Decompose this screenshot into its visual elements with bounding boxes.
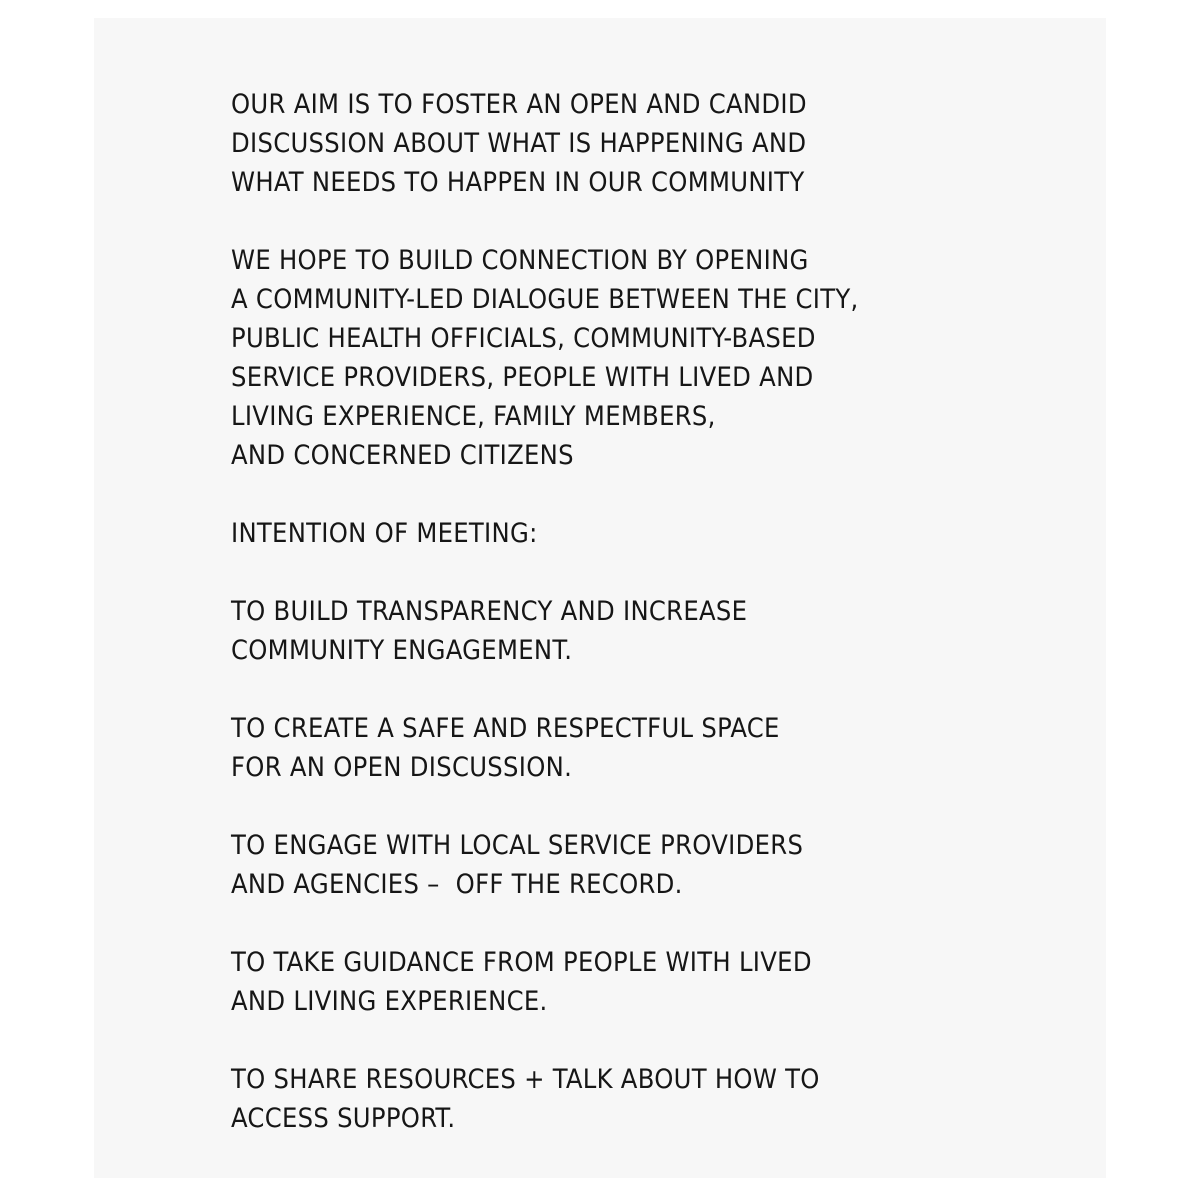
hope-line: PUBLIC HEALTH OFFICIALS, COMMUNITY-BASED: [231, 323, 816, 354]
hope-line: A COMMUNITY-LED DIALOGUE BETWEEN THE CITY,: [231, 284, 859, 315]
intention-line: TO BUILD TRANSPARENCY AND INCREASE: [231, 596, 748, 627]
hope-line: WE HOPE TO BUILD CONNECTION BY OPENING: [231, 245, 809, 276]
intention-line: ACCESS SUPPORT.: [231, 1103, 456, 1134]
intention-line: COMMUNITY ENGAGEMENT.: [231, 635, 573, 666]
intention-item: [231, 943, 1091, 1021]
hope-line: AND CONCERNED CITIZENS: [231, 440, 574, 471]
intention-line: TO TAKE GUIDANCE FROM PEOPLE WITH LIVED: [231, 947, 812, 978]
hope-paragraph: [231, 241, 1091, 475]
intention-line: AND LIVING EXPERIENCE.: [231, 986, 548, 1017]
intention-line: FOR AN OPEN DISCUSSION.: [231, 752, 573, 783]
aim-paragraph: [231, 85, 1091, 202]
intention-line: TO CREATE A SAFE AND RESPECTFUL SPACE: [231, 713, 780, 744]
aim-line: WHAT NEEDS TO HAPPEN IN OUR COMMUNITY: [231, 167, 805, 198]
aim-line: DISCUSSION ABOUT WHAT IS HAPPENING AND: [231, 128, 807, 159]
intention-item: [231, 709, 1091, 787]
intention-item: [231, 1060, 1091, 1138]
document-page: [94, 18, 1106, 1178]
intention-line: TO SHARE RESOURCES + TALK ABOUT HOW TO: [231, 1064, 820, 1095]
intention-heading-text: INTENTION OF MEETING:: [231, 518, 538, 549]
hope-line: LIVING EXPERIENCE, FAMILY MEMBERS,: [231, 401, 716, 432]
intention-heading: [231, 514, 1091, 553]
intention-line: AND AGENCIES – OFF THE RECORD.: [231, 869, 683, 900]
aim-line: OUR AIM IS TO FOSTER AN OPEN AND CANDID: [231, 89, 807, 120]
document-body: [231, 85, 1091, 1138]
intention-line: TO ENGAGE WITH LOCAL SERVICE PROVIDERS: [231, 830, 804, 861]
intention-item: [231, 826, 1091, 904]
intention-item: [231, 592, 1091, 670]
hope-line: SERVICE PROVIDERS, PEOPLE WITH LIVED AND: [231, 362, 814, 393]
